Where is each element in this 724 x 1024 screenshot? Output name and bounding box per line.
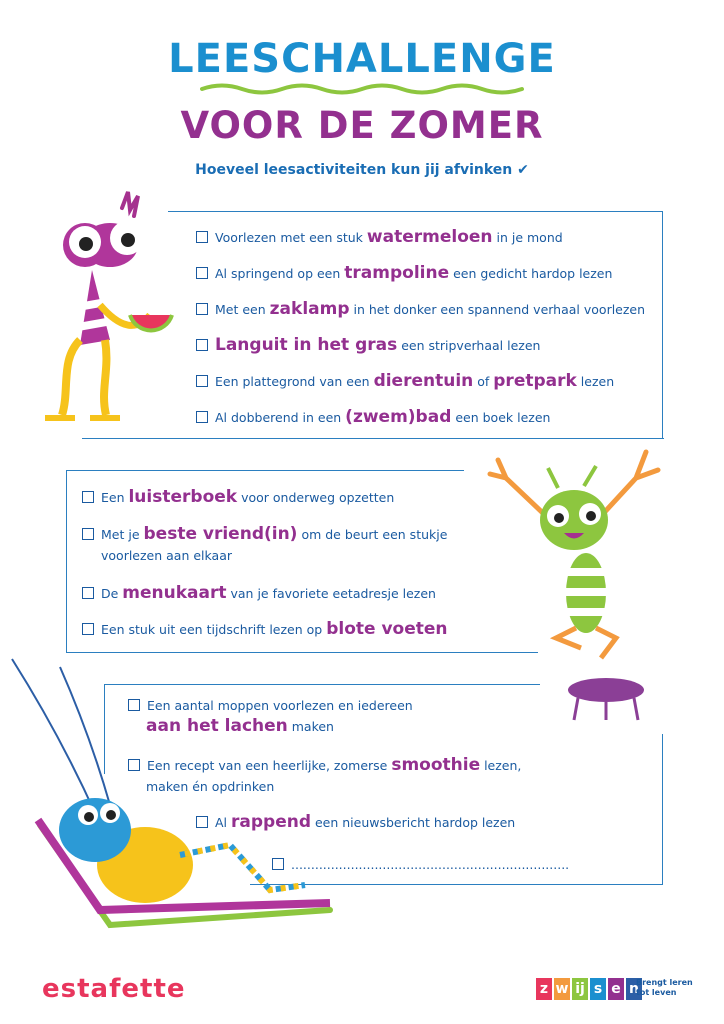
pink-bug-illustration xyxy=(30,190,175,425)
frame-2-top xyxy=(66,470,464,471)
checkbox[interactable] xyxy=(82,491,94,503)
checkbox[interactable] xyxy=(196,411,208,423)
list-item[interactable]: Met je beste vriend(in) om de beurt een stukje xyxy=(82,525,447,544)
list-item[interactable]: Al dobberend in een (zwem)bad een boek lezen xyxy=(196,408,550,427)
list-item[interactable]: Al rappend een nieuwsbericht hardop lezen xyxy=(196,813,515,832)
checkbox[interactable] xyxy=(82,623,94,635)
logo-letter: ij xyxy=(572,978,588,1000)
list-item[interactable]: Een aantal moppen voorlezen en iedereen xyxy=(128,697,413,715)
list-item-continuation: voorlezen aan elkaar xyxy=(101,548,232,563)
checkbox[interactable] xyxy=(82,528,94,540)
logo-letter: s xyxy=(590,978,606,1000)
list-item-continuation: aan het lachen maken xyxy=(146,716,334,736)
checkbox[interactable] xyxy=(196,303,208,315)
blue-bug-illustration xyxy=(0,655,345,945)
checkbox[interactable] xyxy=(196,339,208,351)
title-line-2: VOOR DE ZOMER xyxy=(180,104,544,147)
logo-letter: n xyxy=(626,978,642,1000)
list-item[interactable]: De menukaart van je favoriete eetadresje lezen xyxy=(82,584,436,603)
list-item[interactable]: Een recept van een heerlijke, zomerse smoothie lezen, xyxy=(128,756,521,775)
list-item[interactable]: Al springend op een trampoline een gedicht hardop lezen xyxy=(196,264,612,283)
list-item[interactable]: Languit in het gras een stripverhaal lezen xyxy=(196,336,540,355)
subtitle: Hoeveel leesactiviteiten kun jij afvinken ✔ xyxy=(195,162,529,178)
list-item[interactable]: Voorlezen met een stuk watermeloen in je mond xyxy=(196,228,563,247)
checkbox[interactable] xyxy=(196,231,208,243)
list-item-blank[interactable]: ...................................................................... xyxy=(272,856,569,874)
checkbox[interactable] xyxy=(196,267,208,279)
checkbox[interactable] xyxy=(82,587,94,599)
checkbox[interactable] xyxy=(196,375,208,387)
list-item-continuation: maken én opdrinken xyxy=(146,779,275,794)
brand-text: estafette xyxy=(42,974,186,1004)
logo-letter: w xyxy=(554,978,570,1000)
logo-letter: z xyxy=(536,978,552,1000)
estafette-logo xyxy=(42,974,186,1004)
title-line-1: LEESCHALLENGE xyxy=(168,36,556,82)
frame-1-bottom xyxy=(82,438,664,439)
logo-letter: e xyxy=(608,978,624,1000)
green-bug-illustration xyxy=(486,448,666,728)
publisher-slogan: Brengt leren tot leven xyxy=(636,978,693,997)
wave-divider xyxy=(200,82,524,96)
frame-2-bottom xyxy=(66,652,538,653)
frame-2-left xyxy=(66,470,67,652)
zwijsen-logo xyxy=(536,978,642,1000)
list-item[interactable]: Met een zaklamp in het donker een spannend verhaal voorlezen xyxy=(196,300,645,319)
frame-3-right xyxy=(662,734,663,884)
list-item[interactable]: Een stuk uit een tijdschrift lezen op blote voeten xyxy=(82,620,448,639)
list-item[interactable]: Een plattegrond van een dierentuin of pretpark lezen xyxy=(196,372,614,391)
list-item[interactable]: Een luisterboek voor onderweg opzetten xyxy=(82,488,394,507)
